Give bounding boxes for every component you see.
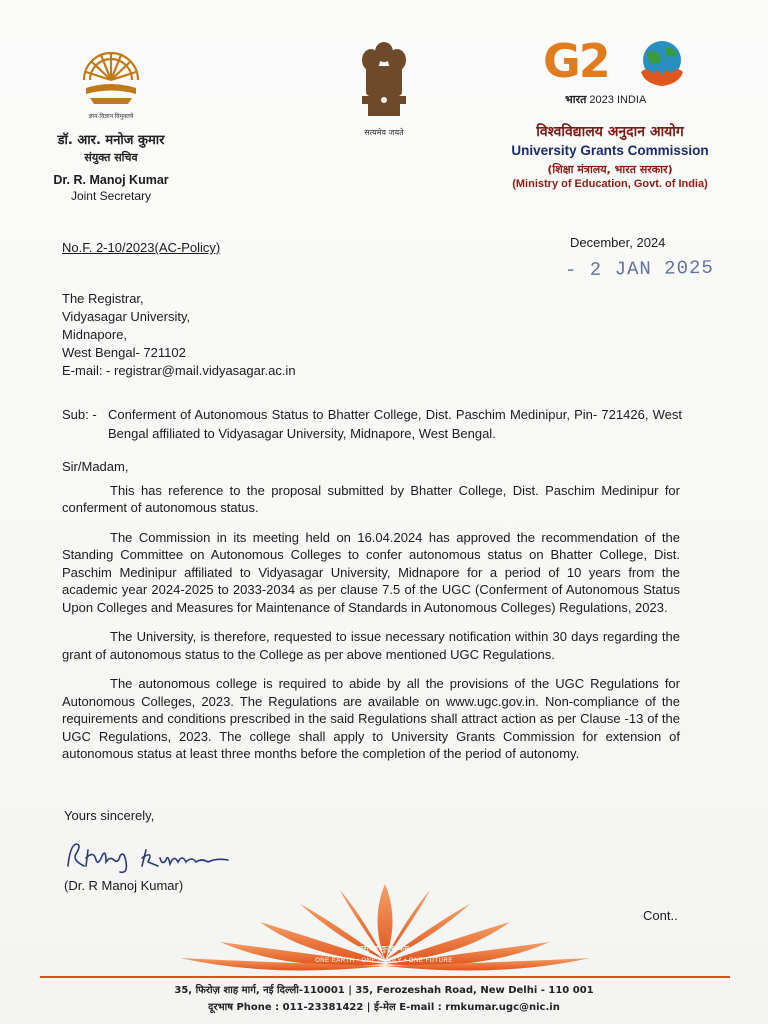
footer-address: 35, फिरोज़ शाह मार्ग, नई दिल्ली-110001 | 35, Ferozeshah Road, New Delhi - 110 001 [174,985,594,996]
salutation: Sir/Madam, [62,459,129,474]
signatory-name: (Dr. R Manoj Kumar) [64,878,184,893]
g20-logo [543,34,693,110]
g20-wordmark: G2 [543,34,609,88]
emblem-motto: सत्यमेव जयते [364,128,404,137]
footer-divider [40,976,730,978]
address-line: West Bengal- 721102 [62,345,186,360]
lotus-motto-english: ONE EARTH • ONE FAMILY • ONE FUTURE [315,958,453,964]
address-line: The Registrar, [62,291,144,306]
ugc-title-block [490,122,730,190]
received-date-stamp: - 2 JAN 2025 [564,256,715,282]
ugc-logo-block [36,40,186,203]
ministry-english: (Ministry of Education, Govt. of India) [512,178,708,190]
ugc-chakra-logo-icon [76,40,146,110]
logo-motto: ज्ञान-विज्ञान विमुक्तये [88,114,134,120]
subject-text: Conferment of Autonomous Status to Bhatter College, Dist. Paschim Medinipur, Pin- 721426, West Bengal affiliated to Vidyasagar University, Midnapore, West Bengal. [108,407,682,441]
lotus-motto-hindi: वसुधैव कुटुम्बकम् [358,944,410,953]
official-name-english: Dr. R. Manoj Kumar [53,173,169,187]
address-line: Vidyasagar University, [62,309,191,324]
lion-capital-emblem-icon [354,38,414,120]
lotus-globe-icon [639,38,685,88]
official-name-hindi: डॉ. आर. मनोज कुमार [57,133,165,148]
designation-english: Joint Secretary [70,189,152,203]
closing: Yours sincerely, [64,808,155,823]
letter-date: December, 2024 [570,235,666,250]
address-email: E-mail: - registrar@mail.vidyasagar.ac.in [62,363,296,378]
national-emblem-block [348,38,420,138]
subject-line [62,405,682,443]
letter-body [62,458,680,775]
subject-label: Sub: - [62,407,97,422]
recipient-address [62,290,296,380]
ugc-name-hindi: विश्वविद्यालय अनुदान आयोग [536,124,684,140]
body-paragraph: The autonomous college is required to abide by all the provisions of the UGC Regulations for Autonomous Colleges, 2023. The Regulations are available on www.ugc.gov.in. Non-compliance of the requirements and conditions prescribed in the said Regulations shall attract action as per Clause -13 of the UGC Regulations, 2023. The college shall apply to University Grants Commission for extension of autonomous status at least three months before the completion of the period of autonomy. [62,676,680,761]
reference-number: No.F. 2-10/2023(AC-Policy) [62,240,221,255]
body-paragraph: The University, is therefore, requested to issue necessary notification within 30 days regarding the grant of autonomous status to the College as per above mentioned UGC Regulations. [62,629,680,662]
address-line: Midnapore, [62,327,128,342]
body-paragraph: The Commission in its meeting held on 16.04.2024 has approved the recommendation of the Standing Committee on Autonomous Colleges to confer autonomous status on Bhatter College, Dist. Paschim Medinipur affiliated to Vidyasagar University, Midnapore for a period of 10 years from the academic year 2024-2025 to 2033-2034 as per clause 7.5 of the UGC (Conferment of Autonomous Status Upon Colleges and Measures for Maintenance of Standards in Autonomous Colleges) Regulations, 2023. [62,529,680,615]
footer-contact: दूरभाष Phone : 011-23381422 | ई-मेल E-mail : rmkumar.ugc@nic.in [208,1002,560,1013]
g20-tagline: भारत 2023 INDIA [565,93,647,106]
body-paragraph: This has reference to the proposal submitted by Bhatter College, Dist. Paschim Medinipur for conferment of autonomous status. [62,482,680,515]
ministry-hindi: (शिक्षा मंत्रालय, भारत सरकार) [547,163,673,176]
signature [62,836,242,876]
continued-marker: Cont.. [643,908,678,923]
designation-hindi: संयुक्त सचिव [84,151,138,164]
ugc-name-english: University Grants Commission [511,143,709,158]
